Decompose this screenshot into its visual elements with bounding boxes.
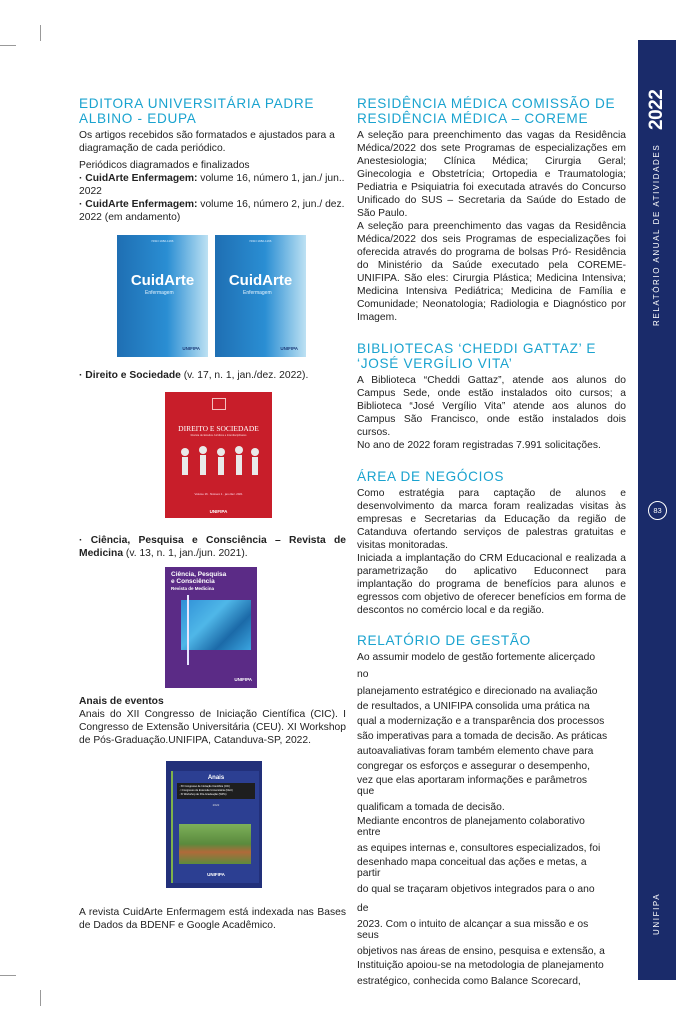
periodico-name: · CuidArte Enfermagem: xyxy=(79,199,198,210)
sidebar-org: UNIFIPA xyxy=(652,892,661,935)
periodico-detail: (v. 13, n. 1, jan./jun. 2021). xyxy=(123,548,248,559)
cuidarte-cover xyxy=(117,235,208,357)
negocios-paragraph: Iniciada a implantação do CRM Educacional e realizada a parametrização do aplicativo Educonnect para implantação do programa de benefícios para alunos e egressos com objetivo de oferecer benefícios em forma de descontos no comércio local e da região. xyxy=(357,553,626,616)
cover-event: · XI Workshop de Pós-Graduação (WPG) xyxy=(179,793,227,796)
cover-subtitle: Revista de Medicina xyxy=(171,586,215,591)
cover-frame xyxy=(171,771,259,883)
gestao-line: autoavaliativas foram também elemento chave para xyxy=(357,746,594,757)
crop-mark xyxy=(0,45,16,46)
edupa-title: EDITORA UNIVERSITÁRIA PADRE ALBINO - EDUPA xyxy=(79,96,315,126)
direito-cover xyxy=(165,392,272,518)
crop-mark xyxy=(40,990,41,1006)
unifipa-logo: UNIFIPA xyxy=(234,677,252,682)
negocios-paragraph: Como estratégia para captação de alunos e desenvolvimento da marca foram realizadas visitas às empresas e Secretarias da Educação da região de Catanduva ofertando serviços de palestras gratuitas e visitas monitoradas. xyxy=(357,488,626,551)
cuidarte-covers xyxy=(117,235,346,357)
gestao-line: de xyxy=(357,903,369,914)
negocios-title: ÁREA DE NEGÓCIOS xyxy=(357,469,505,484)
bibliotecas-title: BIBLIOTECAS ‘CHEDDI GATTAZ’ E ‘JOSÉ VERGÍLIO VITA’ xyxy=(357,341,597,371)
gestao-title: RELATÓRIO DE GESTÃO xyxy=(357,633,531,648)
cover-event: · I Congresso de Extensão Universitária (CEU) xyxy=(179,789,233,792)
cover-title-line: Ciência, Pesquisa xyxy=(171,571,227,578)
issn-label: ISSN 1982-1166 xyxy=(249,239,272,243)
unifipa-logo: UNIFIPA xyxy=(207,872,225,877)
edupa-closing: A revista CuidArte Enfermagem está indexada nas Bases de Dados da BDENF e Google Acadêmico. xyxy=(79,907,346,931)
sidebar-year: 2022 xyxy=(646,89,667,130)
crop-mark xyxy=(40,25,41,41)
periodico-item xyxy=(79,198,346,224)
anais-title: Anais de eventos xyxy=(79,696,164,707)
cover-subtitle: Enfermagem xyxy=(145,290,174,296)
cover-campus-photo xyxy=(179,824,251,864)
gestao-line: são imperativas para a tomada de decisão. As práticas xyxy=(357,731,608,742)
periodico-name: · CuidArte Enfermagem: xyxy=(79,173,198,184)
bibliotecas-paragraph: No ano de 2022 foram registradas 7.991 solicitações. xyxy=(357,440,601,451)
unifipa-logo: UNIFIPA xyxy=(280,346,298,351)
gestao-line: no xyxy=(357,669,369,680)
cover-volume: Volume 16 · Número 1 · jan./dez. 2021 xyxy=(194,492,243,496)
periodico-item xyxy=(79,534,346,560)
sidebar-report-title: RELATÓRIO ANUAL DE ATIVIDADES xyxy=(652,143,661,326)
cover-title: DIREITO E SOCIEDADE xyxy=(178,424,259,433)
anais-text: Anais do XII Congresso de Iniciação Científica (CIC). I Congresso de Extensão Universitária (CEU). XI Workshop de Pós-Graduação.UNIFIPA, Catanduva-SP, 2022. xyxy=(79,709,346,746)
periodico-detail: (v. 17, n. 1, jan./dez. 2022). xyxy=(180,370,309,381)
edupa-intro: Os artigos recebidos são formatados e ajustados para a diagramação de cada periódico. xyxy=(79,130,335,154)
issn-label: ISSN 1982-1166 xyxy=(151,239,174,243)
gestao-line: as equipes internas e, consultores especializados, foi xyxy=(357,843,601,854)
periodico-detail: volume 16, número 1, jan./ jun.. 2022 xyxy=(79,173,345,197)
gestao-line: Mediante encontros de planejamento colaborativo entre xyxy=(357,816,585,838)
cover-event-list xyxy=(177,783,255,799)
periodicos-title: Periódicos diagramados e finalizados xyxy=(79,160,250,171)
cover-top-emblem xyxy=(212,398,226,410)
ciencia-cover xyxy=(165,567,257,688)
cover-title: CuidArte xyxy=(130,272,195,289)
gestao-text xyxy=(357,651,626,988)
cover-title: CuidArte xyxy=(228,272,293,289)
periodico-item xyxy=(79,172,346,198)
figures-illustration xyxy=(165,442,272,492)
cover-subtitle: Enfermagem xyxy=(243,290,272,296)
crop-mark xyxy=(0,975,16,976)
cover-year: 2022 xyxy=(212,803,220,807)
cover-title xyxy=(171,571,226,592)
periodico-name: · Ciência, Pesquisa e Consciência – Revista de Medicina xyxy=(79,535,346,559)
residencia-title: RESIDÊNCIA MÉDICA COMISSÃO DE RESIDÊNCIA MÉDICA – COREME xyxy=(357,96,616,126)
gestao-line: do qual se traçaram objetivos integrados para o ano xyxy=(357,884,595,895)
bibliotecas-paragraph: A Biblioteca “Cheddi Gattaz”, atende aos alunos do Campus Sede, onde estão instalados oito cursos; a Biblioteca “José Vergílio Vita” atende aos alunos do Campus São Francisco, onde estão instalados dois cursos. xyxy=(357,375,626,438)
gestao-line: congregar os esforços e assegurar o desempenho, xyxy=(357,761,590,772)
unifipa-logo: UNIFIPA xyxy=(209,509,228,514)
residencia-paragraph: A seleção para preenchimento das vagas da Residência Médica/2022 dos sete Programas de especializações em Anestesiologia; Clínica Médica; Cirurgia Geral; Ginecologia e Obstetrícia; Ortopedia e Traumatologia; Pediatria e Psiquiatria foi executada através do Concurso Unificado do SUS – Secretaria da Saúde do Estado de São Paulo. xyxy=(357,130,626,219)
gestao-line: qualificam a tomada de decisão. xyxy=(357,802,505,813)
gestao-line: qual a modernização e a transparência dos processos xyxy=(357,716,605,727)
caduceus-icon xyxy=(187,595,189,665)
cover-title-line: e Consciência xyxy=(171,578,215,585)
gestao-line: Ao assumir modelo de gestão fortemente alicerçado xyxy=(357,652,596,663)
periodico-detail: volume 16, número 2, jun./ dez. 2022 (em andamento) xyxy=(79,199,345,223)
cover-microscopy-image xyxy=(181,600,251,650)
gestao-line: Instituição apoiou-se na metodologia de planejamento xyxy=(357,960,604,971)
periodico-name: · Direito e Sociedade xyxy=(79,370,181,381)
left-column xyxy=(79,96,346,932)
cover-event: · XII Congresso de Iniciação Científica (CIC) xyxy=(179,785,231,788)
residencia-paragraph: A seleção para preenchimento das vagas da Residência Médica/2022 dos seis Programas de especializações foi oferecida através do programa de bolsas Pró- Residência do Ministério da Saúde executado pela COREME-UNIFIPA. São eles: Cirurgia Plástica; Medicina Intensiva; Medicina Intensiva Pediátrica; Medicina de Família e Comunidade; Neonatologia; Radiologia e Diagnóstico por Imagem. xyxy=(357,221,626,323)
cover-title: Anais xyxy=(207,775,225,781)
gestao-line: estratégico, conhecida como Balance Scorecard, xyxy=(357,976,581,987)
unifipa-logo: UNIFIPA xyxy=(182,346,200,351)
gestao-line: planejamento estratégico e direcionado na avaliação xyxy=(357,686,598,697)
gestao-line: 2023. Com o intuito de alcançar a sua missão e os seus xyxy=(357,919,589,941)
cover-subtitle: Revista de Estudos Jurídicos e Interdisciplinares xyxy=(190,434,247,437)
right-column xyxy=(357,96,626,988)
gestao-line: vez que elas aportaram informações e parâmetros que xyxy=(357,775,588,797)
page-number: 83 xyxy=(648,501,667,520)
gestao-line: de resultados, a UNIFIPA consolida uma prática na xyxy=(357,701,590,712)
cuidarte-cover xyxy=(215,235,306,357)
gestao-line: desenhado mapa conceitual das ações e metas, a partir xyxy=(357,857,587,879)
gestao-line: objetivos nas áreas de ensino, pesquisa e extensão, a xyxy=(357,946,605,957)
periodico-item xyxy=(79,369,346,382)
anais-cover xyxy=(166,761,262,888)
